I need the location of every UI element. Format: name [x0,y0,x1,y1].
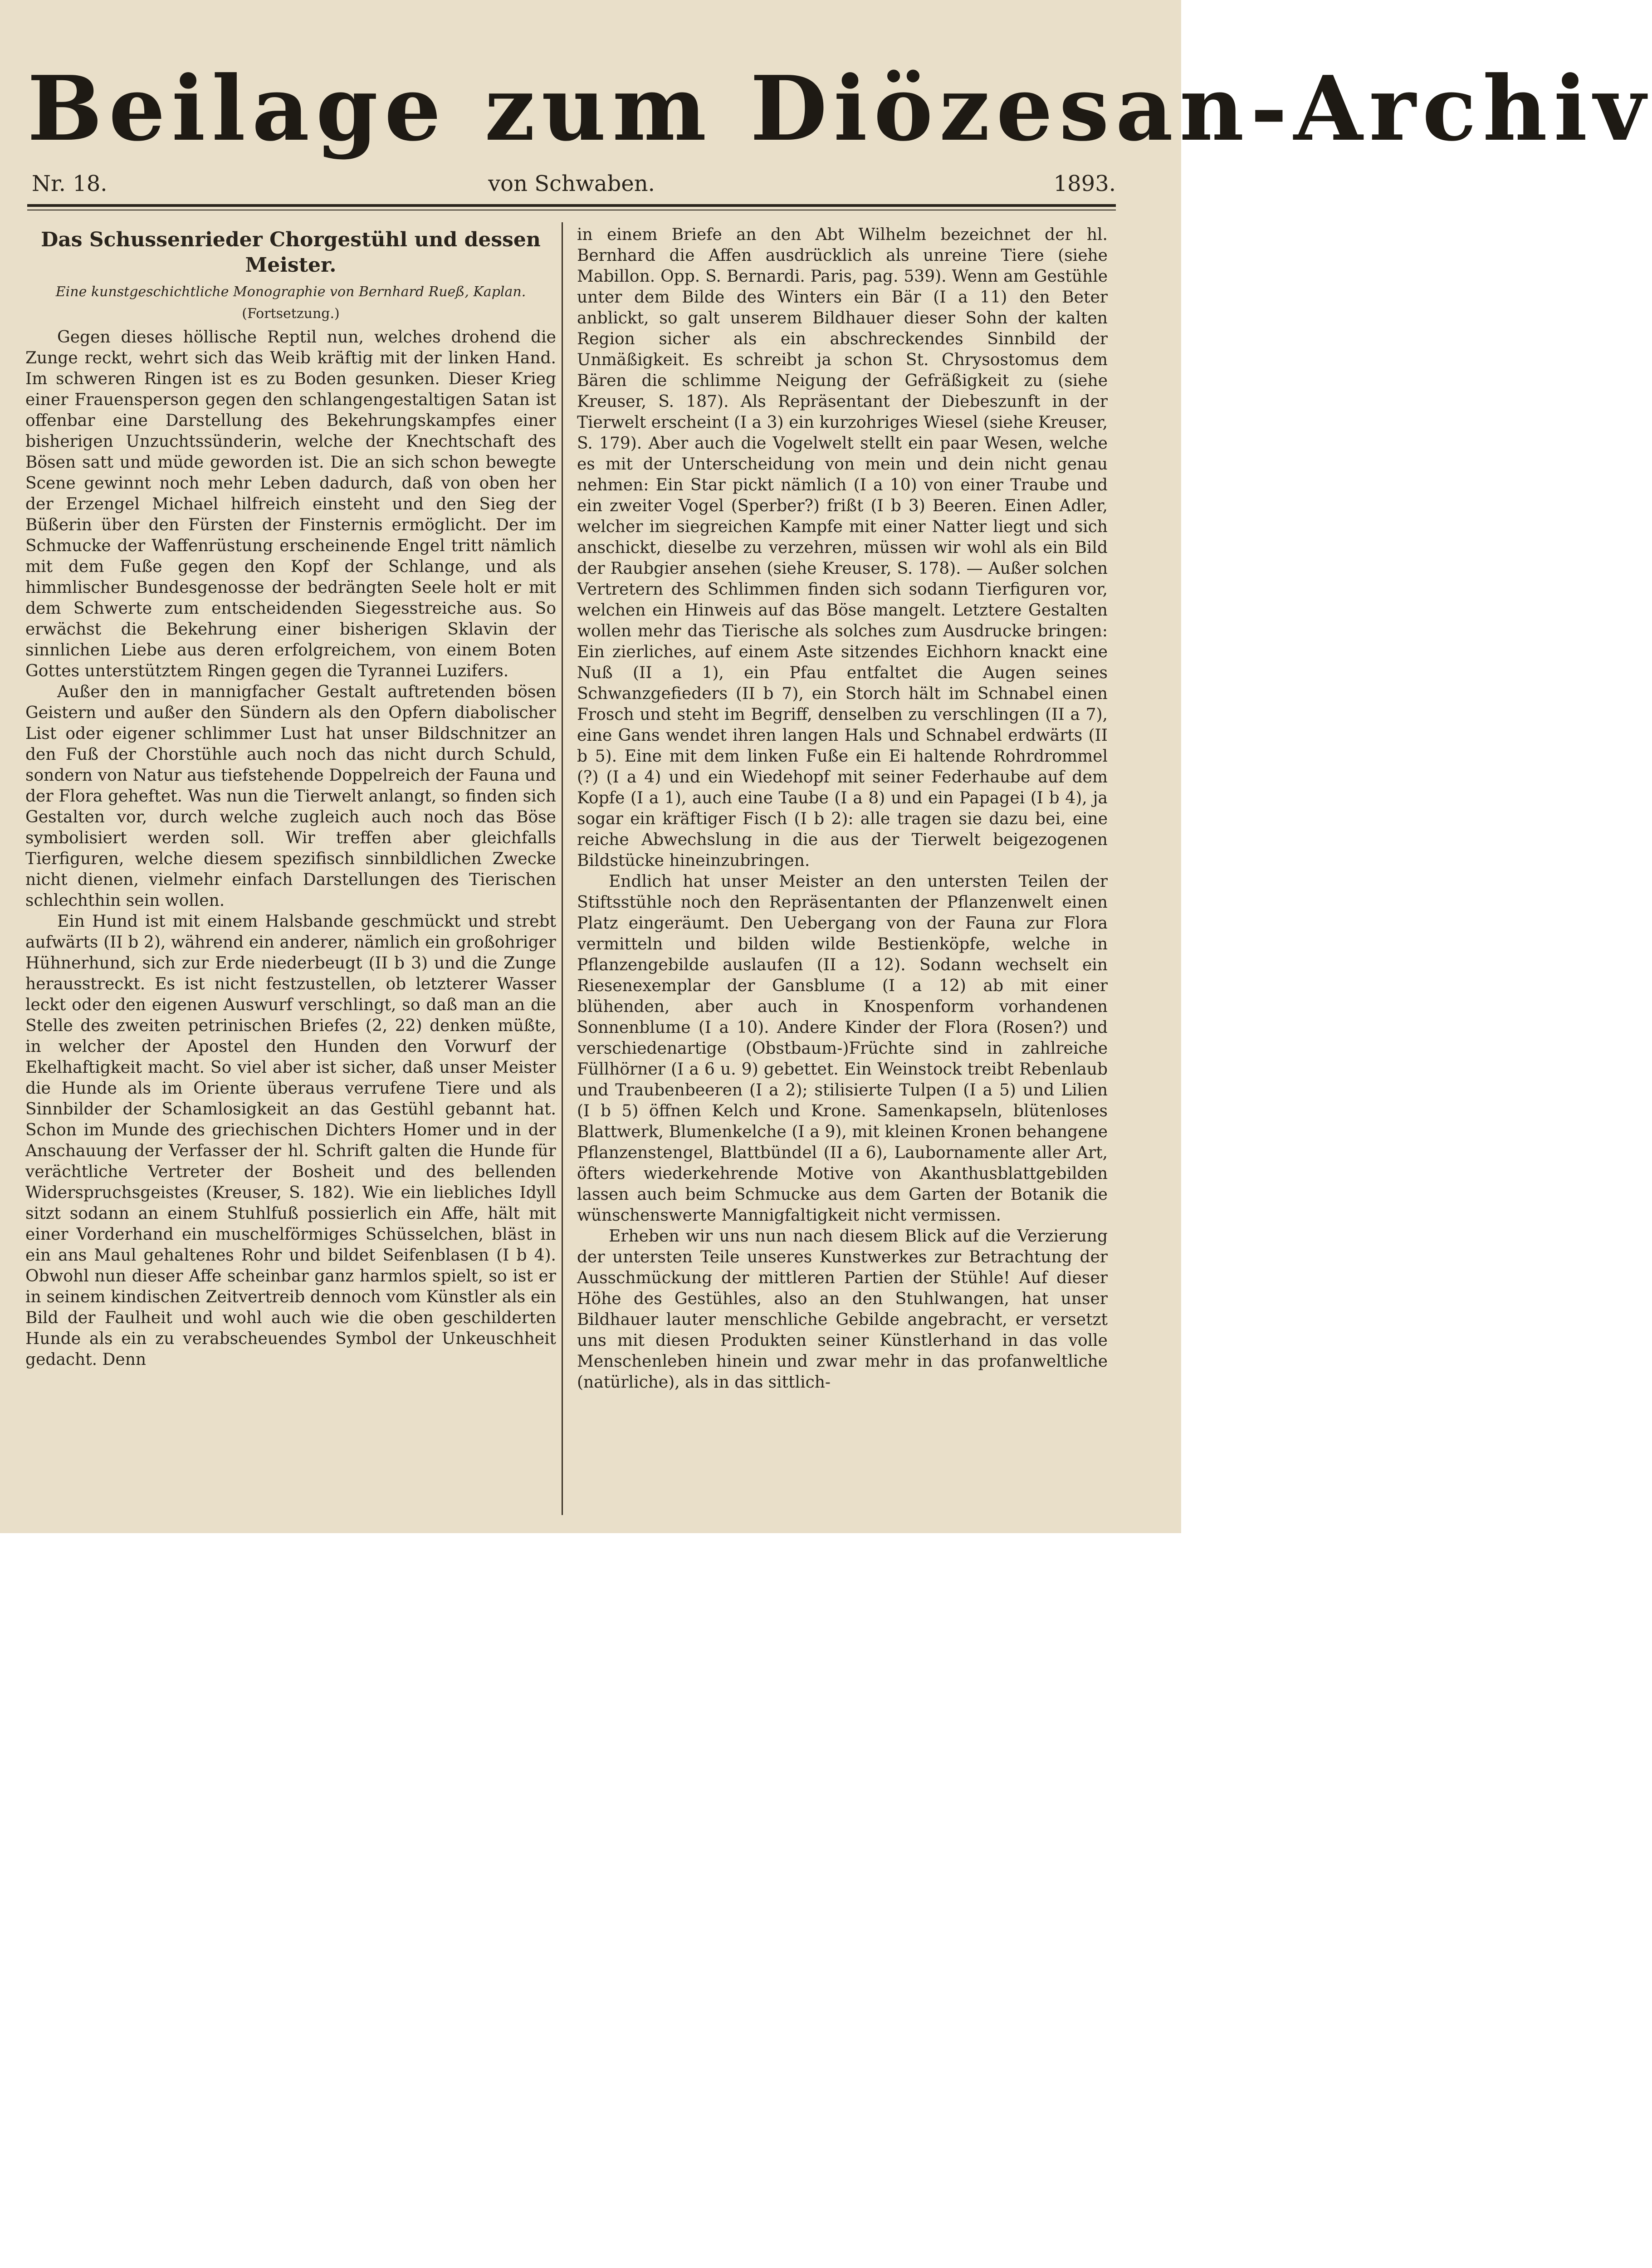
article-byline: Eine kunstgeschichtliche Monographie von Bernhard Rueß, Kaplan. [55,284,526,300]
paragraph: Erheben wir uns nun nach diesem Blick auf die Verzierung der untersten Teile unseres Kunstwerkes zur Betrachtung der Ausschmückung der mittleren Partien der Stühle! Auf dieser Höhe des Gestühles, also an den Stuhlwangen, hat unser Bildhauer lauter menschliche Gebilde angebracht, er versetzt uns mit diesen Produkten seiner Künstlerhand in das volle Menschenleben hinein und zwar mehr in das profanweltliche (natürliche), als in das sittlich- [577,1227,1108,1392]
left-column [25,225,556,1513]
footer-bar [0,1533,1181,1601]
paragraph: Außer den in mannigfacher Gestalt auftretenden bösen Geistern und außer den Sündern als den Opfern diabolischer List oder eigener schlimmer Lust hat unser Bildschnitzer an den Fuß der Chorstühle auch noch das nicht durch Schuld, sondern von Natur aus tiefstehende Doppelreich der Fauna und der Flora geheftet. Was nun die Tierwelt anlangt, so finden sich Gestalten vor, durch welche zugleich auch noch das Böse symbolisiert werden soll. Wir treffen aber gleichfalls Tierfiguren, welche diesem spezifisch sinnbildlichen Zwecke nicht dienen, vielmehr einfach Darstellungen des Tierischen schlechthin sein wollen. [25,683,556,910]
masthead-title: Beilage zum Diözesan-Archiv [27,57,1652,161]
paragraph: Ein Hund ist mit einem Halsbande geschmückt und strebt aufwärts (II b 2), während ein anderer, nämlich ein großohriger Hühnerhund, sich zur Erde niederbeugt (II b 3) und die Zunge herausstreckt. Es ist nicht festzustellen, ob letzterer Wasser leckt oder den eigenen Auswurf verschlingt, so daß man an die Stelle des zweiten petrinischen Briefes (2, 22) denken müßte, in welcher der Apostel den Hunden den Vorwurf der Ekelhaftigkeit macht. So viel aber ist sicher, daß unser Meister die Hunde als im Oriente überaus verrufene Tiere und als Sinnbilder der Schamlosigkeit an das Gestühl gebannt hat. Schon im Munde des griechischen Dichters Homer und in der Anschauung der Verfasser der hl. Schrift galten die Hunde für verächtliche Vertreter der Bosheit und des bellenden Widerspruchsgeistes (Kreuser, S. 182). Wie ein liebliches Idyll sitzt sodann an einem Stuhlfuß possierlich ein Affe, hält mit einer Vorderhand ein muschelförmiges Schüsselchen, bläst in ein ans Maul gehaltenes Rohr und bildet Seifenblasen (I b 4). Obwohl nun dieser Affe scheinbar ganz harmlos spielt, so ist er in seinem kindischen Zeitvertreib dennoch vom Künstler als ein Bild der Faulheit und wohl auch wie die oben geschilderten Hunde als ein zu verabscheuendes Symbol der Unkeuschheit gedacht. Denn [25,912,556,1369]
paragraph: Endlich hat unser Meister an den untersten Teilen der Stiftsstühle noch den Repräsentanten der Pflanzenwelt einen Platz eingeräumt. Den Uebergang von der Fauna zur Flora vermitteln und bilden wilde Bestienköpfe, welche in Pflanzengebilde auslaufen (II a 12). Sodann wechselt ein Riesenexemplar der Gansblume (I a 12) ab mit einer blühenden, aber auch in Knospenform vorhandenen Sonnenblume (I a 10). Andere Kinder der Flora (Rosen?) und verschiedenartige (Obstbaum-)Früchte sind in zahlreiche Füllhörner (I a 6 u. 9) gebettet. Ein Weinstock treibt Rebenlaub und Traubenbeeren (I a 2); stilisierte Tulpen (I a 5) und Lilien (I b 5) öffnen Kelch und Krone. Samenkapseln, blütenloses Blattwerk, Blumenkelche (I a 9), mit kleinen Kronen behangene Pflanzenstengel, Blattbündel (II a 6), Laubornamente aller Art, öfters wiederkehrende Motive von Akanthusblattgebilden lassen auch beim Schmucke aus dem Garten der Botanik die wünschenswerte Mannigfaltigkeit nicht vermissen. [577,872,1108,1225]
issue-year: 1893. [1053,171,1116,196]
continuation-note: (Fortsetzung.) [242,306,340,322]
column-divider [562,222,563,1515]
masthead-subtitle: von Schwaben. [488,171,655,196]
issue-line [27,168,1116,200]
paragraph: Gegen dieses höllische Reptil nun, welches drohend die Zunge reckt, wehrt sich das Weib kräftig mit der linken Hand. Im schweren Ringen ist es zu Boden gesunken. Dieser Krieg einer Frauensperson gegen den schlangengestaltigen Satan ist offenbar eine Darstellung des Bekehrungskampfes einer bisherigen Unzuchtssünderin, welche der Knechtschaft des Bösen satt und müde geworden ist. Die an sich schon bewegte Scene gewinnt noch mehr Leben dadurch, daß von oben her der Erzengel Michael hilfreich einsteht und den Sieg der Büßerin über den Fürsten der Finsternis ermöglicht. Der im Schmucke der Waffenrüstung erscheinende Engel tritt nämlich mit dem Fuße gegen den Kopf der Schlange, und als himmlischer Bundesgenosse der bedrängten Seele holt er mit dem Schwerte zum entscheidenden Siegesstreiche aus. So erwächst die Bekehrung einer bisherigen Sklavin der sinnlichen Liebe aus deren erfolgreichem, von einem Boten Gottes unterstütztem Ringen gegen die Tyrannei Luzifers. [25,328,556,680]
masthead [27,50,1652,168]
article-title: Das Schussenrieder Chorgestühl und dessen Meister. [41,228,541,277]
issue-number: Nr. 18. [32,171,108,196]
paragraph: in einem Briefe an den Abt Wilhelm bezeichnet der hl. Bernhard die Affen ausdrücklich als unreine Tiere (siehe Mabillon. Opp. S. Bernardi. Paris, pag. 539). Wenn am Gestühle unter dem Bilde des Winters ein Bär (I a 11) den Beter anblickt, so galt unserem Bildhauer dieser Sohn der kalten Region sicher als ein abschreckendes Sinnbild der Unmäßigkeit. Es schreibt ja schon St. Chrysostomus dem Bären die schlimme Neigung der Gefräßigkeit zu (siehe Kreuser, S. 187). Als Repräsentant der Diebeszunft in der Tierwelt erscheint (I a 3) ein kurzohriges Wiesel (siehe Kreuser, S. 179). Aber auch die Vogelwelt stellt ein paar Wesen, welche es mit der Unterscheidung von mein und dein nicht genau nehmen: Ein Star pickt nämlich (I a 10) von einer Traube und ein zweiter Vogel (Sperber?) frißt (I b 3) Beeren. Einen Adler, welcher im siegreichen Kampfe mit einer Natter liegt und sich anschickt, dieselbe zu verzehren, müssen wir wohl als ein Bild der Raubgier ansehen (siehe Kreuser, S. 178). — Außer solchen Vertretern des Schlimmen finden sich sodann Tierfiguren vor, welchen ein Hinweis auf das Böse mangelt. Letztere Gestalten wollen mehr das Tierische als solches zum Ausdrucke bringen: Ein zierliches, auf einem Aste sitzendes Eichhorn knackt eine Nuß (II a 1), ein Pfau entfaltet die Augen seines Schwanzgefieders (II b 7), ein Storch hält im Schnabel einen Frosch und steht im Begriff, denselben zu verschlingen (II a 7), eine Gans wendet ihren langen Hals und Schnabel erdwärts (II b 5). Eine mit dem linken Fuße ein Ei haltende Rohrdrommel (?) (I a 4) und ein Wiedehopf mit seiner Federhaube auf dem Kopfe (I a 1), auch eine Taube (I a 8) und ein Papagei (I b 4), ja sogar ein kräftiger Fisch (I b 2): alle tragen sie dazu bei, eine reiche Abwechslung in die aus der Tierwelt beigezogenen Bildstücke hineinzubringen. [577,225,1108,870]
right-column [577,225,1108,1513]
masthead-rule [27,204,1116,207]
